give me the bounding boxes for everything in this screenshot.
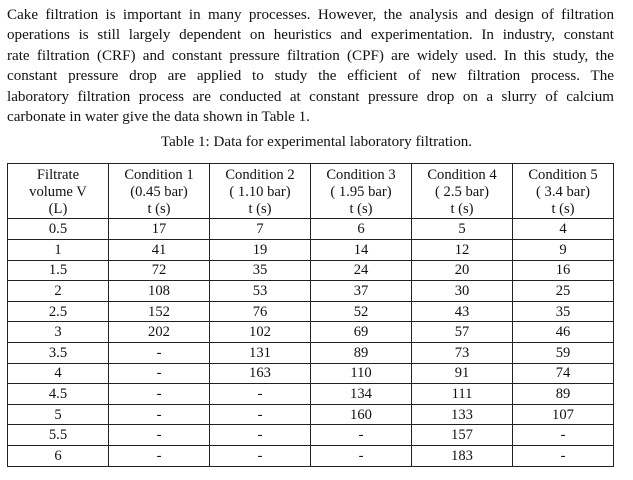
filtrate-volume-cell: 3	[8, 322, 109, 343]
time-cell: 76	[210, 301, 311, 322]
time-cell: 25	[513, 281, 614, 302]
header-condition-3: Condition 3 ( 1.95 bar) t (s)	[311, 164, 412, 219]
time-cell: 57	[412, 322, 513, 343]
time-cell: 20	[412, 260, 513, 281]
time-cell: -	[109, 342, 210, 363]
time-cell: 37	[311, 281, 412, 302]
table-row	[8, 281, 614, 302]
time-cell: 53	[210, 281, 311, 302]
time-cell: 89	[311, 342, 412, 363]
time-cell: 131	[210, 342, 311, 363]
time-cell: 43	[412, 301, 513, 322]
time-cell: 111	[412, 384, 513, 405]
header-condition-2: Condition 2 ( 1.10 bar) t (s)	[210, 164, 311, 219]
time-cell: 17	[109, 219, 210, 240]
header-condition-4: Condition 4 ( 2.5 bar) t (s)	[412, 164, 513, 219]
table-header-row	[8, 164, 614, 219]
table-row	[8, 239, 614, 260]
time-cell: 12	[412, 239, 513, 260]
time-cell: 46	[513, 322, 614, 343]
paragraph-line: carbonate in water give the data shown in Table 1.	[7, 108, 310, 125]
table-row	[8, 445, 614, 466]
paragraph-line: constant pressure drop are applied to study the efficient of new filtration process. The	[7, 68, 614, 85]
time-cell: 160	[311, 404, 412, 425]
time-cell: -	[210, 404, 311, 425]
table-row	[8, 219, 614, 240]
time-cell: 6	[311, 219, 412, 240]
filtrate-volume-cell: 3.5	[8, 342, 109, 363]
time-cell: 4	[513, 219, 614, 240]
time-cell: 7	[210, 219, 311, 240]
time-cell: 163	[210, 363, 311, 384]
time-cell: 202	[109, 322, 210, 343]
time-cell: 73	[412, 342, 513, 363]
table-row	[8, 260, 614, 281]
time-cell: 69	[311, 322, 412, 343]
filtration-data-table	[7, 163, 614, 467]
time-cell: -	[109, 384, 210, 405]
intro-paragraph	[7, 5, 614, 127]
filtrate-volume-cell: 1	[8, 239, 109, 260]
time-cell: -	[210, 445, 311, 466]
filtrate-volume-cell: 4	[8, 363, 109, 384]
time-cell: -	[109, 445, 210, 466]
time-cell: 91	[412, 363, 513, 384]
table-row	[8, 404, 614, 425]
time-cell: -	[513, 445, 614, 466]
table-row	[8, 301, 614, 322]
time-cell: 110	[311, 363, 412, 384]
time-cell: -	[109, 363, 210, 384]
filtrate-volume-cell: 5	[8, 404, 109, 425]
table-row	[8, 363, 614, 384]
time-cell: 24	[311, 260, 412, 281]
time-cell: 35	[513, 301, 614, 322]
time-cell: -	[513, 425, 614, 446]
time-cell: 72	[109, 260, 210, 281]
time-cell: 152	[109, 301, 210, 322]
time-cell: 16	[513, 260, 614, 281]
time-cell: 14	[311, 239, 412, 260]
table-row	[8, 425, 614, 446]
time-cell: 89	[513, 384, 614, 405]
time-cell: 102	[210, 322, 311, 343]
time-cell: 133	[412, 404, 513, 425]
filtrate-volume-cell: 0.5	[8, 219, 109, 240]
time-cell: -	[311, 425, 412, 446]
time-cell: 157	[412, 425, 513, 446]
filtrate-volume-cell: 5.5	[8, 425, 109, 446]
time-cell: -	[210, 384, 311, 405]
paragraph-line: Cake filtration is important in many processes. However, the analysis and design of filtration	[7, 7, 614, 23]
time-cell: -	[109, 425, 210, 446]
time-cell: 41	[109, 239, 210, 260]
time-cell: 5	[412, 219, 513, 240]
time-cell: 30	[412, 281, 513, 302]
time-cell: 107	[513, 404, 614, 425]
filtrate-volume-cell: 2.5	[8, 301, 109, 322]
filtrate-volume-cell: 4.5	[8, 384, 109, 405]
paragraph-line: operations is still largely dependent on heuristics and experimentation. In industry, constant	[7, 27, 614, 44]
paragraph-line: laboratory filtration process are conducted at constant pressure drop on a slurry of calcium	[7, 88, 614, 105]
time-cell: -	[311, 445, 412, 466]
paragraph-line: rate filtration (CRF) and constant pressure filtration (CPF) are widely used. In this study, the	[7, 47, 614, 64]
time-cell: 52	[311, 301, 412, 322]
header-filtrate-volume: Filtrate volume V (L)	[8, 164, 109, 219]
time-cell: 74	[513, 363, 614, 384]
header-condition-1: Condition 1 (0.45 bar) t (s)	[109, 164, 210, 219]
time-cell: 9	[513, 239, 614, 260]
table-row	[8, 322, 614, 343]
filtrate-volume-cell: 1.5	[8, 260, 109, 281]
time-cell: 35	[210, 260, 311, 281]
time-cell: 183	[412, 445, 513, 466]
time-cell: -	[109, 404, 210, 425]
filtrate-volume-cell: 2	[8, 281, 109, 302]
time-cell: 59	[513, 342, 614, 363]
table-body	[8, 219, 614, 466]
time-cell: 134	[311, 384, 412, 405]
table-row	[8, 384, 614, 405]
table-caption: Table 1: Data for experimental laboratory filtration.	[160, 134, 473, 150]
time-cell: -	[210, 425, 311, 446]
header-condition-5: Condition 5 ( 3.4 bar) t (s)	[513, 164, 614, 219]
filtrate-volume-cell: 6	[8, 445, 109, 466]
time-cell: 19	[210, 239, 311, 260]
table-row	[8, 342, 614, 363]
time-cell: 108	[109, 281, 210, 302]
